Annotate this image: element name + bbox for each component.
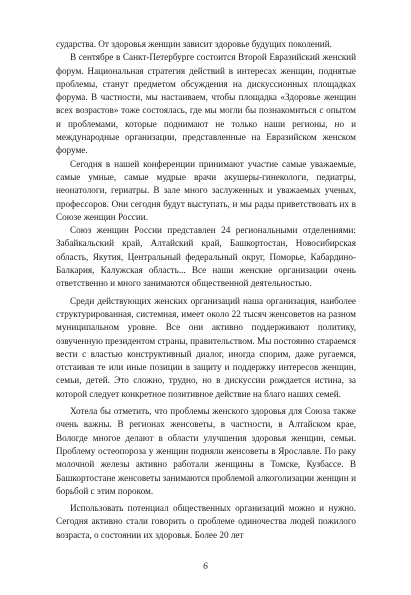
paragraph-continuation: сударства. От здоровья женщин зависит здоровье будущих поколений. [56, 39, 332, 49]
paragraph-conference: Сегодня в нашей конференции принимают участие самые уважаемые, самые умные, самые мудрые врачи акушеры-гинекологи, педиатры, неонатологи, гериатры. В зале много заслуженных и уважаемых ученых, профессоров. Они сегодня будут выступать, и мы рады приветствовать их в Союзе женщин России. [56, 158, 356, 222]
paragraph-forum: В сентябре в Санкт-Петербурге состоится Второй Евразийский женский форум. Национальная стратегия действий в интересах женщин, поднятые проблемы, станут предметом обсуждения на дискуссионных площадках форума. В частности, мы настаиваем, чтобы площадка «Здоровье женщин всех возрастов» тоже состоялась, где мы могли бы познакомиться с опытом и проблемами, которые поднимают не только наши регионы, но и международные организации, представленные на Евразийском женском форуме. [56, 52, 356, 156]
document-page [56, 38, 356, 542]
paragraph-regions: Союз женщин России представлен 24 региональными отделениями: Забайкальский край, Алтайский край, Башкортостан, Новосибирская область, Якутия, Центральный федеральный округ, Поморье, Кабардино-Балкария, Калужская область... Все наши женские организации очень ответственно и много занимаются общественной деятельностью. [56, 225, 356, 289]
paragraph-potential: Использовать потенциал общественных организаций можно и нужно. Сегодня активно стали говорить о проблеме одиночества людей пожилого возраста, о состоянии их здоровья. Более 20 лет [56, 503, 356, 540]
page-number: 6 [203, 562, 208, 572]
paragraph-organization: Среди действующих женских организаций наша организация, наиболее структурированная, системная, имеет около 22 тысяч женсоветов на разном муниципальном уровне. Все они активно поддерживают политику, озвученную президентом страны, правительством. Мы постоянно стараемся вести с властью конструктивный диалог, иногда спорим, даже ругаемся, отстаивая те или иные позиции в защиту и поддержку интересов женщин, семьи, детей. Это сложно, трудно, но в дискуссии рождается истина, за которой следует конкретное позитивное действие на благо наших семей. [56, 295, 356, 399]
paragraph-health: Хотела бы отметить, что проблемы женского здоровья для Союза также очень важны. В регионах женсоветы, в частности, в Алтайском крае, Вологде многое делают в области улучшения здоровья женщин, семьи. Проблему остеопороза у женщин подняли женсоветы в Ярославле. По раку молочной железы активно работали женщины в Томске, Кузбассе. В Башкортостане женсоветы занимаются проблемой алкоголизации женщин и борьбой с этим пороком. [56, 406, 356, 496]
